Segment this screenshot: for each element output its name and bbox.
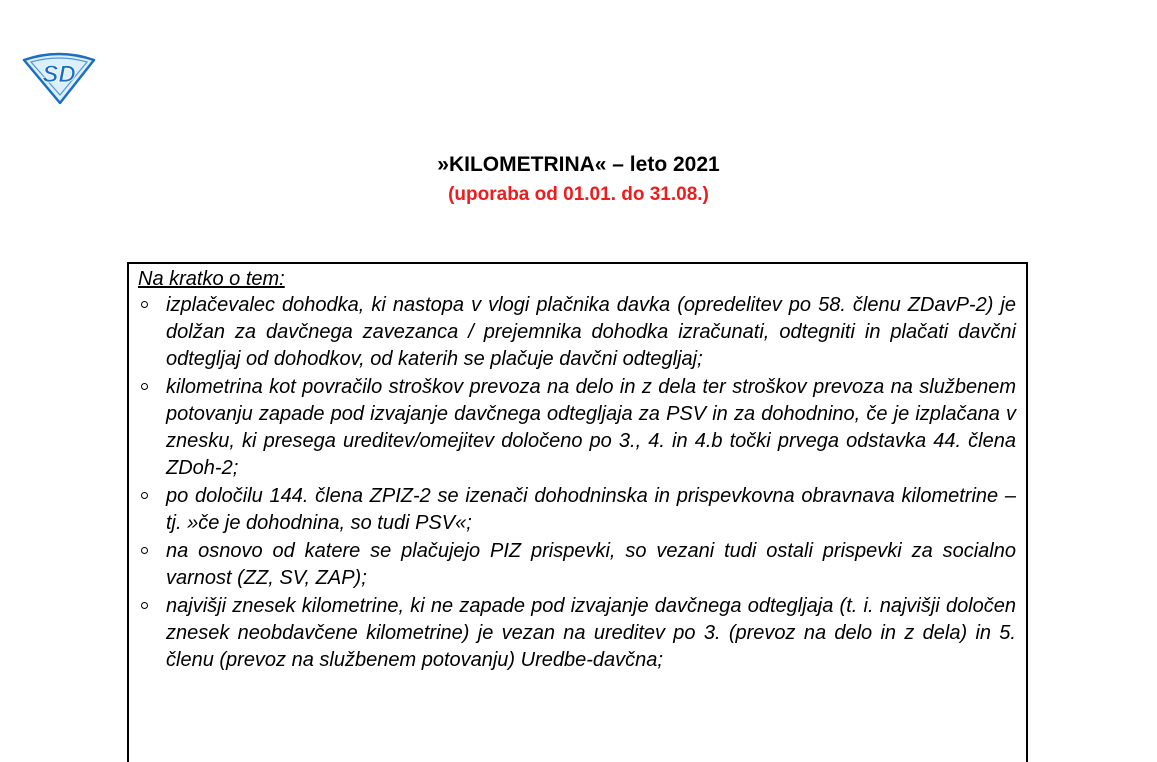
summary-list bbox=[138, 292, 1016, 674]
bullet-icon bbox=[141, 383, 148, 390]
list-item bbox=[138, 593, 1016, 674]
summary-heading: Na kratko o tem: bbox=[138, 268, 285, 290]
list-item-text: kilometrina kot povračilo stroškov prevoza na delo in z dela ter stroškov prevoza na službenem potovanju zapade pod izvajanje davčnega odtegljaja za PSV in za dohodnino, če je izplačana v znesku, ki presega ureditev/omejitev določeno po 3., 4. in 4.b točki prvega odstavka 44. člena ZDoh-2; bbox=[166, 376, 1016, 479]
bullet-icon bbox=[141, 602, 148, 609]
list-item-text: izplačevalec dohodka, ki nastopa v vlogi plačnika davka (opredelitev po 58. členu ZDavP-2) je dolžan za davčnega zavezanca / prejemnika dohodka izračunati, odtegniti in plačati davčni odtegljaj od dohodkov, od katerih se plačuje davčni odtegljaj; bbox=[166, 294, 1016, 370]
bullet-icon bbox=[141, 492, 148, 499]
list-item-text: po določilu 144. člena ZPIZ-2 se izenači dohodninska in prispevkovna obravnava kilometrine – tj. »če je dohodnina, so tudi PSV«; bbox=[166, 485, 1016, 534]
sd-shield-logo-icon bbox=[22, 50, 96, 104]
svg-text:SD: SD bbox=[42, 61, 76, 88]
list-item-text: najvišji znesek kilometrine, ki ne zapade pod izvajanje davčnega odtegljaja (t. i. najvišji določen znesek neobdavčene kilometrine) je vezan na ureditev po 3. (prevoz na delo in z dela) in 5. členu (prevoz na službenem potovanju) Uredbe-davčna; bbox=[166, 595, 1016, 671]
bullet-icon bbox=[141, 301, 148, 308]
page-title: »KILOMETRINA« – leto 2021 bbox=[437, 153, 720, 176]
list-item bbox=[138, 538, 1016, 592]
list-item bbox=[138, 483, 1016, 537]
summary-box bbox=[127, 262, 1028, 762]
list-item bbox=[138, 374, 1016, 482]
page-subtitle: (uporaba od 01.01. do 31.08.) bbox=[448, 184, 709, 205]
bullet-icon bbox=[141, 547, 148, 554]
sd-logo bbox=[22, 50, 96, 104]
list-item bbox=[138, 292, 1016, 373]
list-item-text: na osnovo od katere se plačujejo PIZ prispevki, so vezani tudi ostali prispevki za socialno varnost (ZZ, SV, ZAP); bbox=[166, 540, 1016, 589]
